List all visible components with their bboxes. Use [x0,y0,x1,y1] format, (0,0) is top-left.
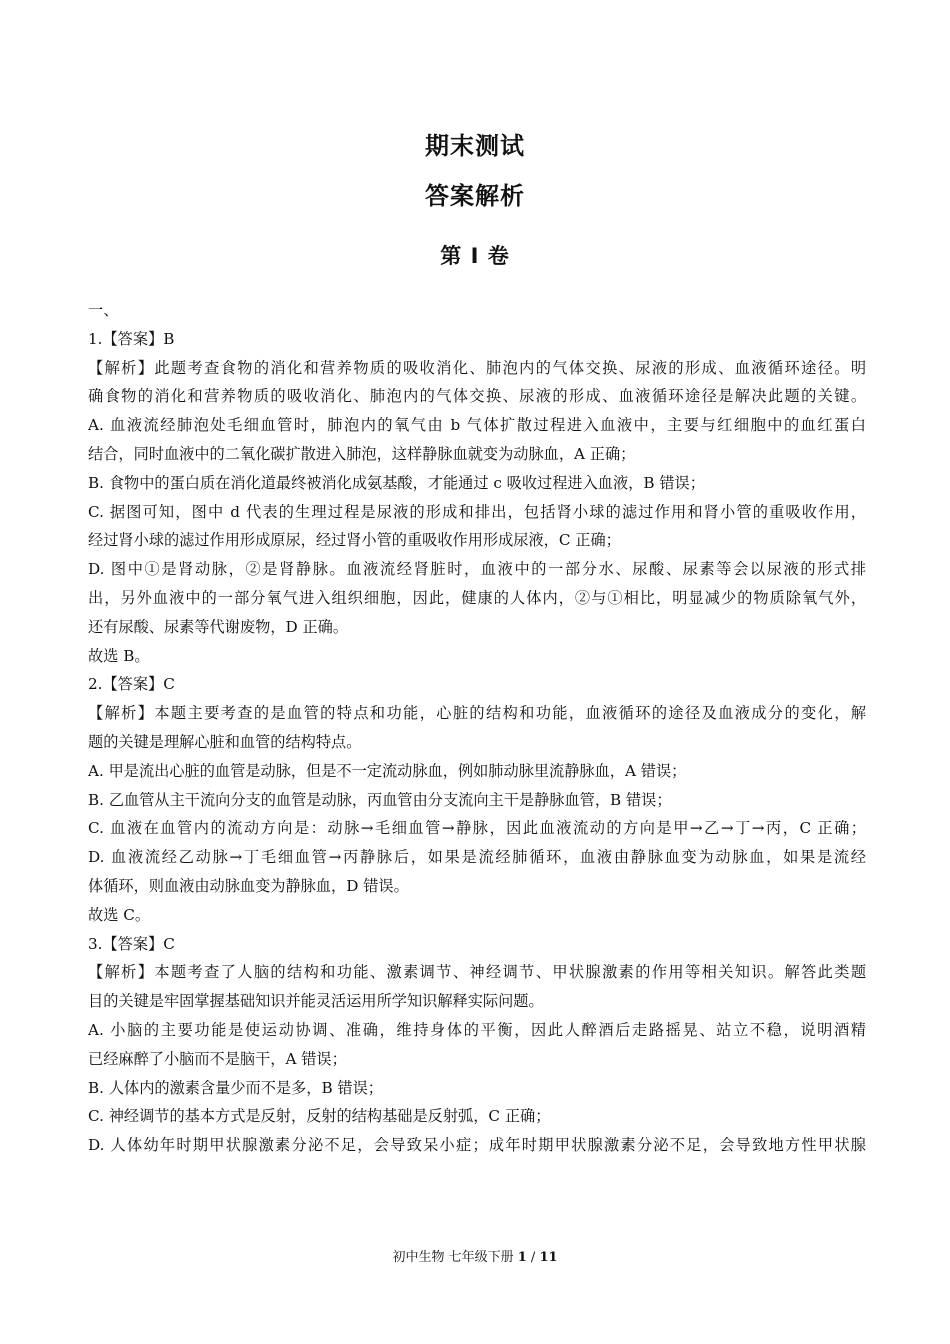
footer-page-total: 11 [539,1250,558,1265]
text-line: 已经麻醉了小脑而不是脑干，A 错误； [88,1049,347,1068]
text-line: D. 图中①是肾动脉，②是肾静脉。血液流经肾脏时，血液中的一部分水、尿酸、尿素等会以尿液的形式排 [88,560,866,579]
text-line: A. 甲是流出心脏的血管是动脉，但是不一定流动脉血，例如肺动脉里流静脉血，A 错误； [88,761,687,780]
text-line: 1.【答案】B [88,329,175,348]
text-line: C. 据图可知，图中 d 代表的生理过程是尿液的形成和排出，包括肾小球的滤过作用和肾小管的重吸收作用， [88,502,866,521]
text-line: 2.【答案】C [88,675,175,694]
text-line: 3.【答案】C [88,934,175,953]
page-title: 期末测试 [425,132,525,160]
text-line: 故选 C。 [88,905,151,924]
text-line: 结合，同时血液中的二氧化碳扩散进入肺泡，这样静脉血就变为动脉血，A 正确； [88,444,636,463]
text-line: C. 神经调节的基本方式是反射，反射的结构基础是反射弧，C 正确； [88,1107,551,1126]
text-line: 确食物的消化和营养物质的吸收消化、肺泡内的气体交换、尿液的形成、血液循环途径是解决此题的关键。 [88,387,866,406]
text-line: D. 血液流经乙动脉→丁毛细血管→丙静脉后，如果是流经肺循环，血液由静脉血变为动脉血，如果是流经 [88,848,866,867]
text-line: A. 血液流经肺泡处毛细血管时，肺泡内的氧气由 b 气体扩散过程进入血液中，主要与红细胞中的血红蛋白 [88,416,866,435]
footer-separator: / [530,1250,536,1265]
text-line: 出，另外血液中的一部分氧气进入组织细胞，因此，健康的人体内，②与①相比，明显减少的物质除氧气外， [88,588,866,607]
text-line: D. 人体幼年时期甲状腺激素分泌不足，会导致呆小症；成年时期甲状腺激素分泌不足，会导致地方性甲状腺 [88,1136,866,1155]
text-line: C. 血液在血管内的流动方向是：动脉→毛细血管→静脉，因此血液流动的方向是甲→乙→丁→丙，C 正确； [88,819,866,838]
text-line: B. 乙血管从主干流向分支的血管是动脉，丙血管由分支流向主干是静脉血管，B 错误； [88,790,672,809]
text-line: B. 人体内的激素含量少而不是多，B 错误； [88,1078,383,1097]
text-line: 目的关键是牢固掌握基础知识并能灵活运用所学知识解释实际问题。 [88,992,544,1011]
text-line: 【解析】本题主要考查的是血管的特点和功能，心脏的结构和功能，血液循环的途径及血液成分的变化，解 [88,704,866,723]
answer-body [88,296,866,1160]
page-footer [0,1246,950,1265]
text-line: A. 小脑的主要功能是使运动协调、准确，维持身体的平衡，因此人醉酒后走路摇晃、站立不稳，说明酒精 [88,1020,866,1039]
text-line: 【解析】此题考查食物的消化和营养物质的吸收消化、肺泡内的气体交换、尿液的形成、血液循环途径。明 [88,358,866,377]
text-line: 经过肾小球的滤过作用形成原尿，经过肾小管的重吸收作用形成尿液，C 正确； [88,531,621,550]
page-subtitle: 答案解析 [425,182,525,210]
text-line: 一、 [88,301,119,319]
text-line: 体循环，则血液由动脉血变为静脉血，D 错误。 [88,876,409,895]
text-line: 故选 B。 [88,646,150,665]
footer-label: 初中生物 七年级下册 [392,1250,514,1265]
footer-page-number: 1 [517,1250,527,1265]
text-line: 【解析】本题考查了人脑的结构和功能、激素调节、神经调节、甲状腺激素的作用等相关知识。解答此类题 [88,963,866,982]
text-line: 还有尿酸、尿素等代谢废物，D 正确。 [88,617,349,636]
text-line: B. 食物中的蛋白质在消化道最终被消化成氨基酸，才能通过 c 吸收过程进入血液，B 错误； [88,473,705,492]
text-line: 题的关键是理解心脏和血管的结构特点。 [88,732,362,751]
section-heading: 第 I 卷 [440,244,510,268]
